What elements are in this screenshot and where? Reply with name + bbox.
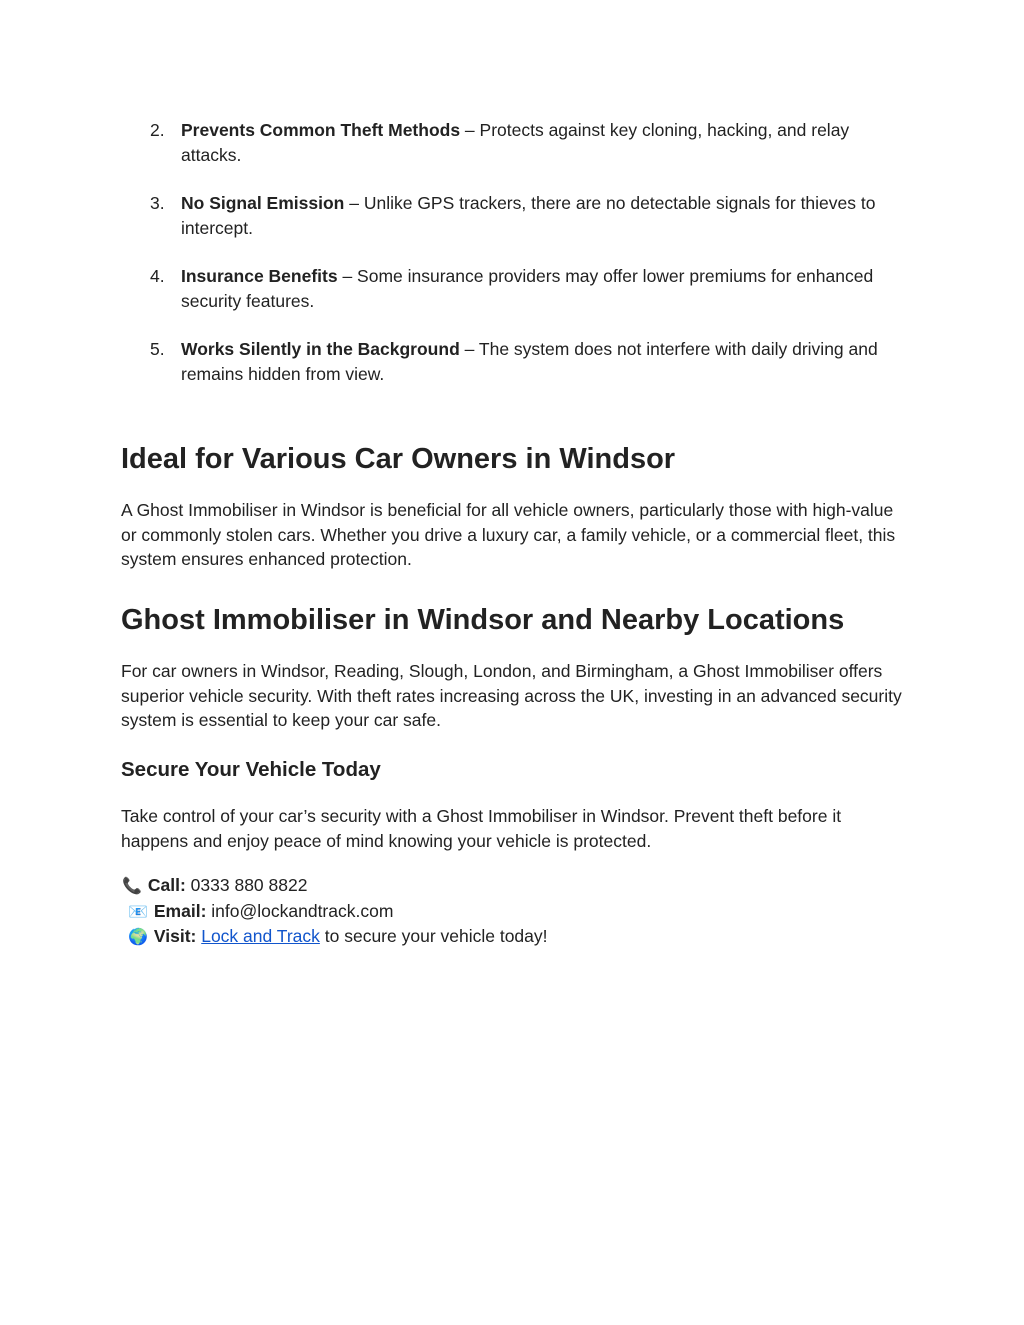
list-item [121, 264, 901, 313]
list-number: 3. [150, 193, 165, 213]
call-label: Call: [147, 875, 186, 895]
contact-email [121, 899, 548, 925]
list-item-title: Works Silently in the Background [181, 339, 460, 359]
lock-and-track-link[interactable]: Lock and Track [201, 926, 320, 946]
heading-secure: Secure Your Vehicle Today [121, 758, 381, 781]
call-value: 0333 880 8822 [185, 875, 308, 895]
list-item-title: No Signal Emission [181, 193, 345, 213]
list-number: 2. [150, 120, 165, 140]
paragraph-locations: For car owners in Windsor, Reading, Slough, London, and Birmingham, a Ghost Immobiliser offers superior vehicle security. With theft rates increasing across the UK, investing in an advanced security system is essential to keep your car safe. [121, 661, 902, 730]
list-item-text: – The system does not interfere with daily driving and remains hidden from view. [181, 339, 878, 384]
heading-locations: Ghost Immobiliser in Windsor and Nearby Locations [121, 604, 845, 636]
phone-icon: 📞 [122, 876, 142, 895]
list-item [121, 337, 901, 386]
benefits-list [121, 118, 901, 410]
list-item-text: – Some insurance providers may offer lower premiums for enhanced security features. [181, 266, 874, 311]
list-item [121, 118, 901, 167]
email-icon: 📧 [128, 901, 148, 921]
heading-ideal: Ideal for Various Car Owners in Windsor [121, 443, 676, 475]
visit-suffix: to secure your vehicle today! [319, 926, 548, 946]
list-item-title: Prevents Common Theft Methods [181, 120, 461, 140]
paragraph-secure: Take control of your car’s security with a Ghost Immobiliser in Windsor. Prevent theft before it happens and enjoy peace of mind knowing your vehicle is protected. [121, 806, 842, 851]
contact-block [121, 873, 548, 950]
email-value: info@lockandtrack.com [206, 900, 394, 921]
list-item-title: Insurance Benefits [181, 266, 338, 286]
paragraph-ideal: A Ghost Immobiliser in Windsor is beneficial for all vehicle owners, particularly those with high-value or commonly stolen cars. Whether you drive a luxury car, a family vehicle, or a commercial fleet, this system ensures enhanced protection. [121, 500, 896, 569]
email-label: Email: [153, 900, 207, 921]
globe-icon: 🌍 [128, 927, 148, 946]
list-number: 4. [150, 266, 165, 286]
contact-call [121, 873, 548, 899]
list-number: 5. [150, 339, 165, 359]
contact-visit [121, 924, 548, 950]
visit-label: Visit: [153, 926, 197, 946]
list-item [121, 191, 901, 240]
list-item-text: – Unlike GPS trackers, there are no detectable signals for thieves to intercept. [181, 193, 876, 238]
list-item-text: – Protects against key cloning, hacking, and relay attacks. [181, 120, 850, 165]
